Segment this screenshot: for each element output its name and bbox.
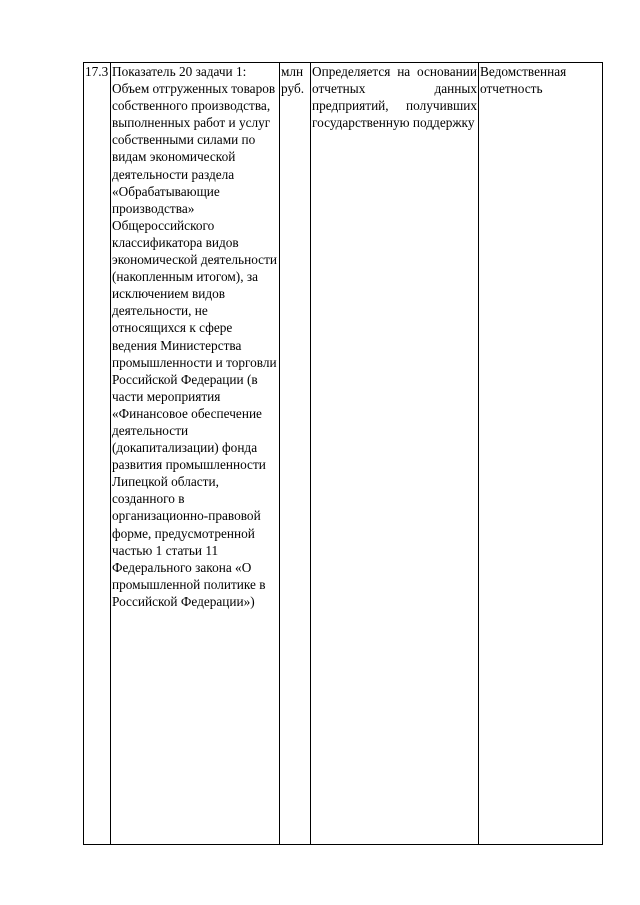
row-number: 17.3 [85,64,109,79]
data-source: Ведомственная отчетность [480,64,567,97]
row-number-cell [84,63,111,844]
indicator-cell [111,63,280,844]
source-cell [479,63,602,844]
indicator-table [83,62,603,845]
unit-cell [280,63,311,844]
unit-of-measure: млн руб. [281,64,305,97]
indicator-description: Показатель 20 задачи 1: Объем отгруженных товаров собственного производства, выполненных работ и услуг собственными силами по видам экономической деятельности раздела «Обрабатывающие производства» Общероссийского классификатора видов экономической деятельности (накопленным итогом), за исключением видов деятельности, не относящихся к сфере ведения Министерства промышленности и торговли Российской Федерации (в части мероприятия «Финансовое обеспечение деятельности (докапитализации) фонда развития промышленности Липецкой области, созданного в организационно-правовой форме, предусмотренной частью 1 статьи 11 Федерального закона «О промышленной политике в Российской Федерации») [112,64,277,609]
calculation-method: Определяется на основании отчетных данных предприятий, получивших государственную поддержку [312,64,477,131]
method-cell [311,63,479,844]
